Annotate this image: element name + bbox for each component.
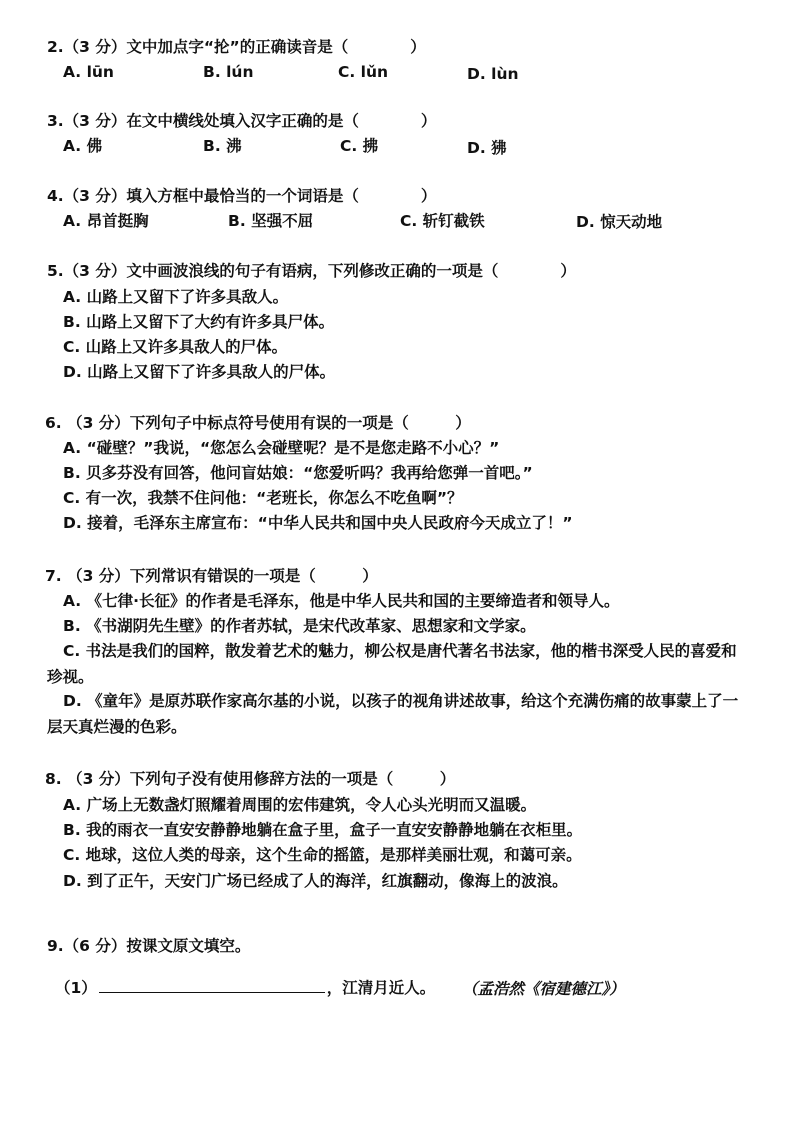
question-stem: 9.（6 分）按课文原文填空。 — [47, 937, 251, 955]
question-stem: 2.（3 分）文中加点字“抡”的正确读音是（ ） — [47, 38, 426, 56]
question-stem: 3.（3 分）在文中横线处填入汉字正确的是（ ） — [47, 112, 437, 130]
option-b: B. 沸 — [203, 137, 242, 155]
option-b: B. 我的雨衣一直安安静静地躺在盒子里，盒子一直安安静静地躺在衣柜里。 — [63, 821, 583, 839]
option-a: A. 昂首挺胸 — [63, 212, 149, 230]
question-stem: 8. （3 分）下列句子没有使用修辞方法的一项是（ ） — [45, 770, 456, 788]
option-b: B. lún — [203, 63, 254, 81]
question-stem: 4.（3 分）填入方框中最恰当的一个词语是（ ） — [47, 187, 437, 205]
fill-blank-line — [55, 978, 435, 998]
answer-blank[interactable] — [99, 978, 325, 993]
option-d: D. 惊天动地 — [576, 213, 663, 231]
option-a: A. 《七律·长征》的作者是毛泽东，他是中华人民共和国的主要缔造者和领导人。 — [63, 592, 620, 610]
option-b: B. 贝多芬没有回答，他问盲姑娘：“您爱听吗？我再给您弹一首吧。” — [63, 464, 533, 482]
option-c: C. 书法是我们的国粹，散发着艺术的魅力，柳公权是唐代著名书法家，他的楷书深受人民的喜爱和珍视。 — [47, 642, 737, 686]
option-a: A. 山路上又留下了许多具敌人。 — [63, 288, 289, 306]
option-d: D. lùn — [467, 65, 519, 83]
option-d: D. 接着，毛泽东主席宣布：“中华人民共和国中央人民政府今天成立了！” — [63, 514, 573, 532]
option-a: A. lūn — [63, 63, 114, 81]
option-c: C. 山路上又许多具敌人的尸体。 — [63, 338, 288, 356]
question-stem: 5.（3 分）文中画波浪线的句子有语病，下列修改正确的一项是（ ） — [47, 262, 576, 280]
option-a: A. 广场上无数盏灯照耀着周围的宏伟建筑，令人心头光明而又温暖。 — [63, 796, 537, 814]
option-d: D. 到了正午，天安门广场已经成了人的海洋，红旗翻动，像海上的波浪。 — [63, 872, 568, 890]
option-a: A. 佛 — [63, 137, 103, 155]
item-number: （1） — [55, 979, 97, 997]
option-a: A. “碰壁？”我说，“您怎么会碰壁呢？是不是您走路不小心？” — [63, 439, 500, 457]
option-b: B. 坚强不屈 — [228, 212, 314, 230]
option-b: B. 《书湖阴先生壁》的作者苏轼，是宋代改革家、思想家和文学家。 — [63, 617, 536, 635]
option-d: D. 《童年》是原苏联作家高尔基的小说，以孩子的视角讲述故事，给这个充满伤痛的故事蒙上了一层天真烂漫的色彩。 — [47, 692, 739, 736]
option-c: C. 地球，这位人类的母亲，这个生命的摇篮，是那样美丽壮观，和蔼可亲。 — [63, 846, 582, 864]
option-c: C. 斩钉截铁 — [400, 212, 485, 230]
option-d: D. 山路上又留下了许多具敌人的尸体。 — [63, 363, 336, 381]
option-d: D. 狒 — [467, 139, 507, 157]
option-b: B. 山路上又留下了大约有许多具尸体。 — [63, 313, 335, 331]
option-c: C. 有一次，我禁不住问他：“老班长，你怎么不吃鱼啊”？ — [63, 489, 463, 507]
question-stem: 6. （3 分）下列句子中标点符号使用有误的一项是（ ） — [45, 414, 471, 432]
poem-line-text: ，江清月近人。 — [326, 979, 436, 997]
question-stem: 7. （3 分）下列常识有错误的一项是（ ） — [45, 567, 378, 585]
option-c: C. 拂 — [340, 137, 379, 155]
option-c: C. lǔn — [338, 63, 389, 81]
source-citation: （孟浩然《宿建德江》） — [462, 979, 625, 998]
